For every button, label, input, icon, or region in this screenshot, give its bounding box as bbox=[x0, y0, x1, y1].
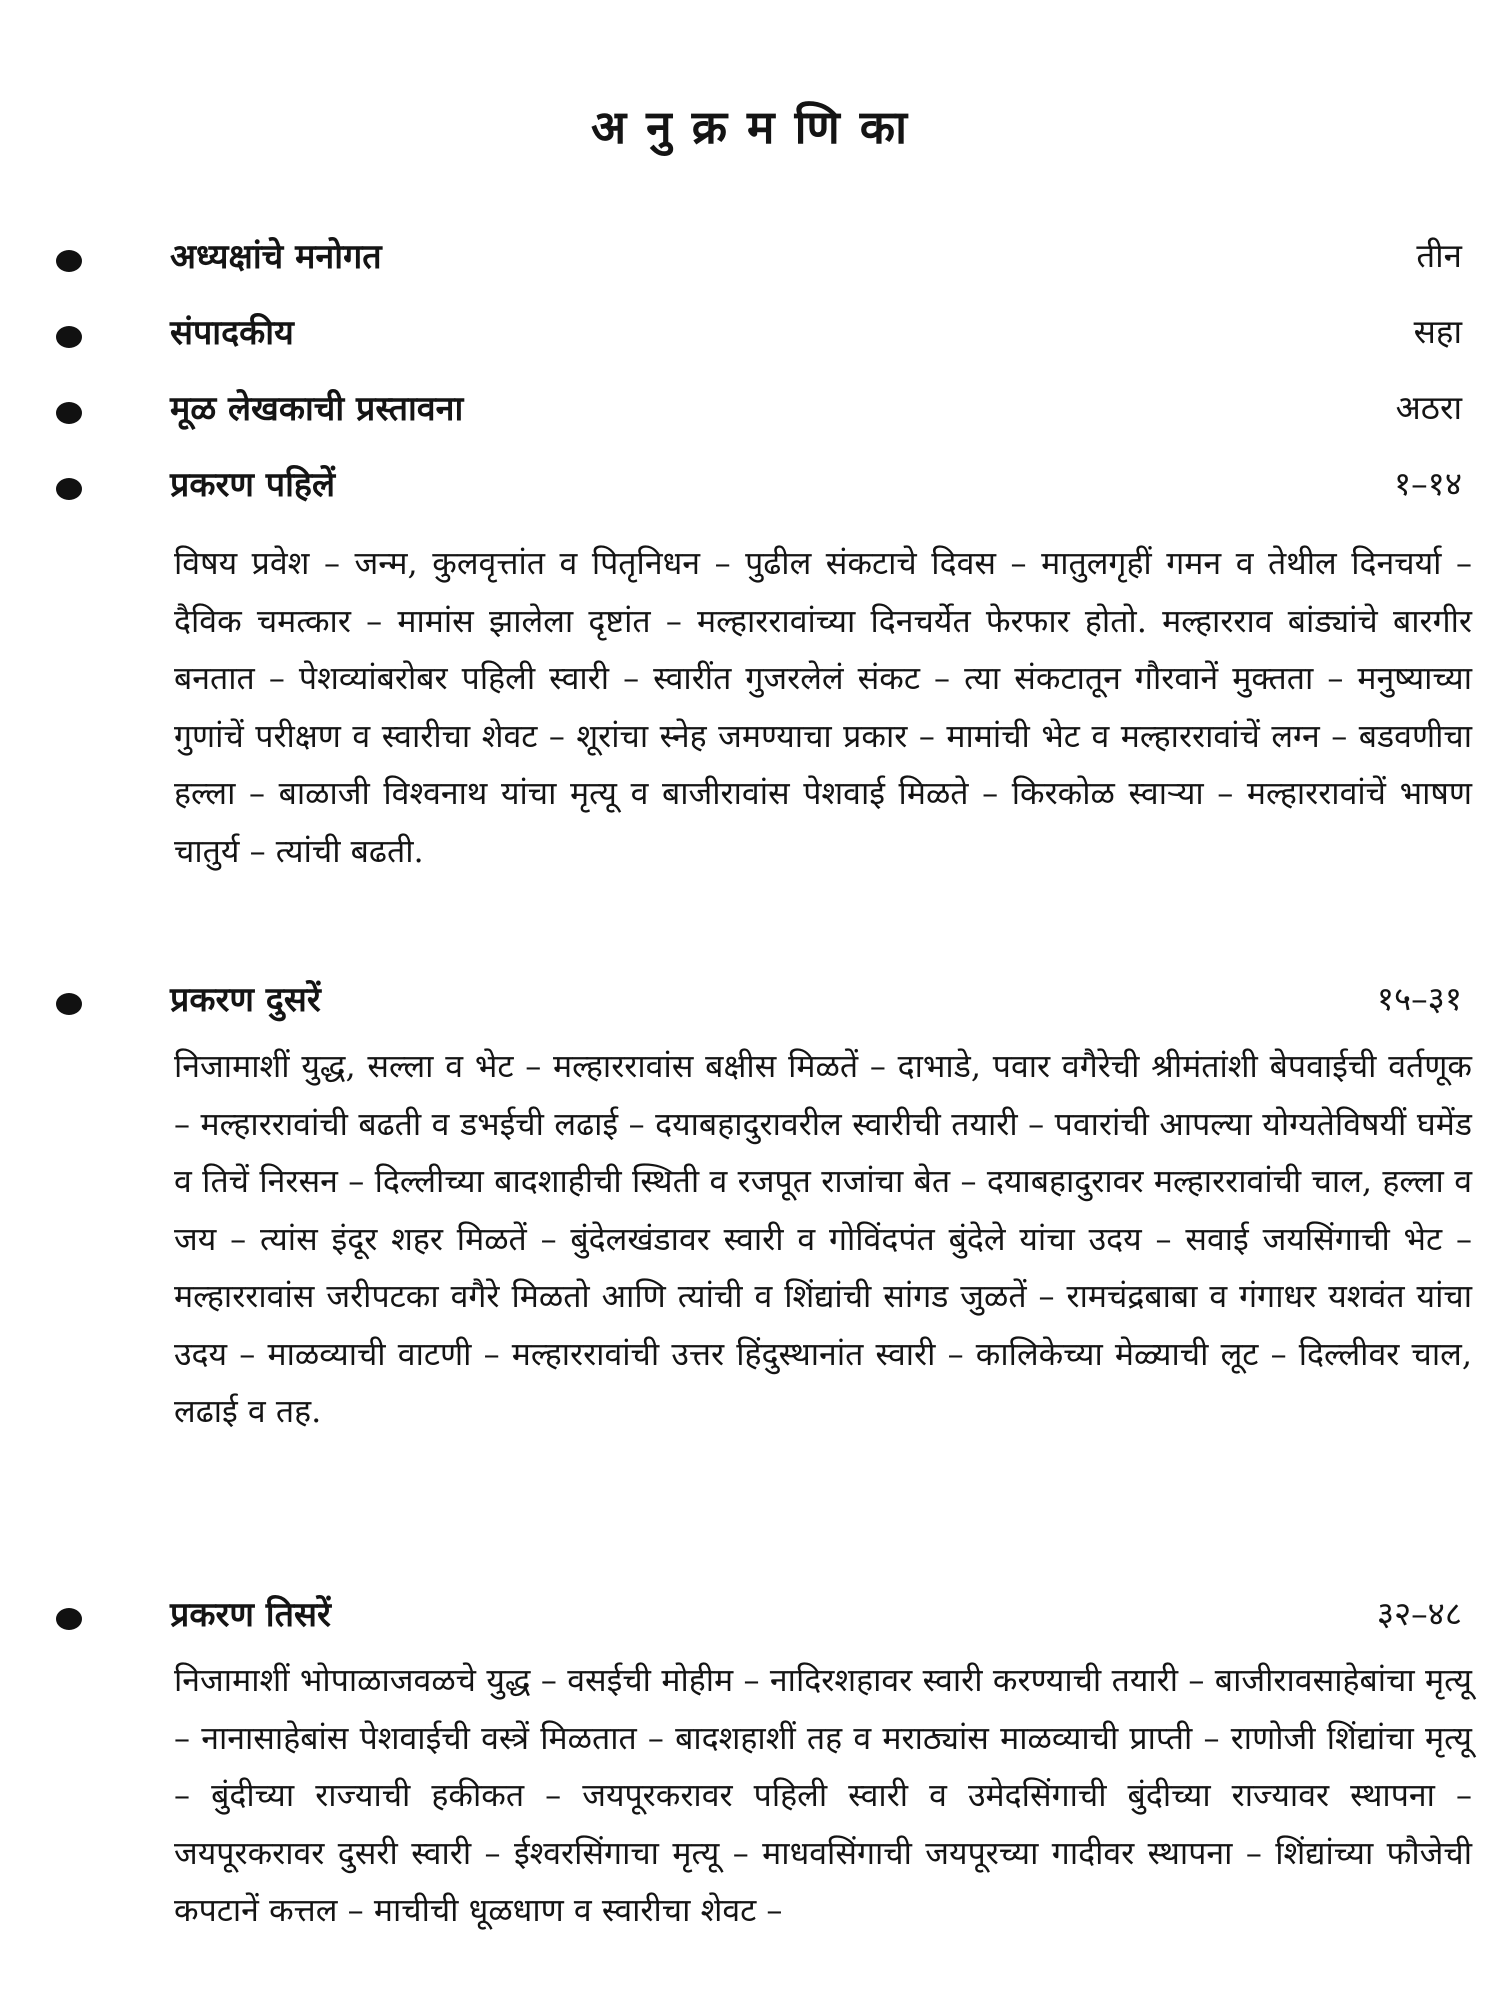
toc-heading: प्रकरण पहिलें bbox=[170, 465, 336, 505]
toc-page-number: १–१४ bbox=[1394, 464, 1462, 503]
chapter-summary: निजामाशीं युद्ध, सल्ला व भेट – मल्हाररावांस बक्षीस मिळतें – दाभाडे, पवार वगैरेची श्रीमंतांशी बेपवाईची वर्तणूक – मल्हाररावांची बढती व डभईची लढाई – दयाबहादुरावरील स्वारीची तयारी – पवारांची आपल्या योग्यतेविषयीं घमेंड व तिचें निरसन – दिल्लीच्या बादशाहीची स्थिती व रजपूत राजांचा बेत – दयाबहादुरावर मल्हाररावांची चाल, हल्ला व जय – त्यांस इंदूर शहर मिळतें – बुंदेलखंडावर स्वारी व गोविंदपंत बुंदेले यांचा उदय – सवाई जयसिंगाची भेट – मल्हाररावांस जरीपटका वगैरे मिळतो आणि त्यांची व शिंद्यांची सांगड जुळतें – रामचंद्रबाबा व गंगाधर यशवंत यांचा उदय – माळव्याची वाटणी – मल्हाररावांची उत्तर हिंदुस्थानांत स्वारी – कालिकेच्या मेळ्याची लूट – दिल्लीवर चाल, लढाई व तह. bbox=[174, 1047, 1472, 1430]
toc-page-number: ३२–४८ bbox=[1376, 1594, 1462, 1633]
toc-heading: संपादकीय bbox=[170, 313, 294, 353]
chapter-summary: विषय प्रवेश – जन्म, कुलवृत्तांत व पितृनिधन – पुढील संकटाचे दिवस – मातुलगृहीं गमन व तेथील दिनचर्या – दैविक चमत्कार – मामांस झालेला दृष्टांत – मल्हाररावांच्या दिनचर्येत फेरफार होतो. मल्हारराव बांड्यांचे बारगीर बनतात – पेशव्यांबरोबर पहिली स्वारी – स्वारींत गुजरलेलं संकट – त्या संकटातून गौरवानें मुक्तता – मनुष्याच्या गुणांचें परीक्षण व स्वारीचा शेवट – शूरांचा स्नेह जमण्याचा प्रकार – मामांची भेट व मल्हाररावांचें लग्न – बडवणीचा हल्ला – बाळाजी विश्वनाथ यांचा मृत्यू व बाजीरावांस पेशवाई मिळते – किरकोळ स्वाऱ्या – मल्हाररावांचें भाषण चातुर्य – त्यांची बढती. bbox=[174, 544, 1472, 870]
toc-page-number: सहा bbox=[1413, 312, 1462, 351]
bullet-icon bbox=[56, 326, 82, 348]
toc-heading: प्रकरण तिसरें bbox=[170, 1595, 331, 1635]
toc-heading: मूळ लेखकाची प्रस्तावना bbox=[170, 389, 464, 429]
bullet-icon bbox=[56, 1608, 82, 1630]
toc-heading: प्रकरण दुसरें bbox=[170, 980, 321, 1020]
page-title: अ नु क्र म णि का bbox=[591, 100, 909, 154]
toc-heading: अध्यक्षांचे मनोगत bbox=[170, 237, 382, 277]
toc-page-number: अठरा bbox=[1395, 388, 1462, 427]
bullet-icon bbox=[56, 250, 82, 272]
bullet-icon bbox=[56, 402, 82, 424]
bullet-icon bbox=[56, 993, 82, 1015]
bullet-icon bbox=[56, 478, 82, 500]
chapter-summary: निजामाशीं भोपाळाजवळचे युद्ध – वसईची मोहीम – नादिरशहावर स्वारी करण्याची तयारी – बाजीरावसाहेबांचा मृत्यू – नानासाहेबांस पेशवाईची वस्त्रें मिळतात – बादशहाशीं तह व मराठ्यांस माळव्याची प्राप्ती – राणोजी शिंद्यांचा मृत्यू – बुंदीच्या राज्याची हकीकत – जयपूरकरावर पहिली स्वारी व उमेदसिंगाची बुंदीच्या राज्यावर स्थापना – जयपूरकरावर दुसरी स्वारी – ईश्वरसिंगाचा मृत्यू – माधवसिंगाची जयपूरच्या गादीवर स्थापना – शिंद्यांच्या फौजेची कपटानें कत्तल – माचीची धूळधाण व स्वारीचा शेवट – bbox=[174, 1661, 1472, 1929]
toc-page-number: तीन bbox=[1416, 236, 1462, 275]
toc-page-number: १५–३१ bbox=[1376, 979, 1462, 1018]
